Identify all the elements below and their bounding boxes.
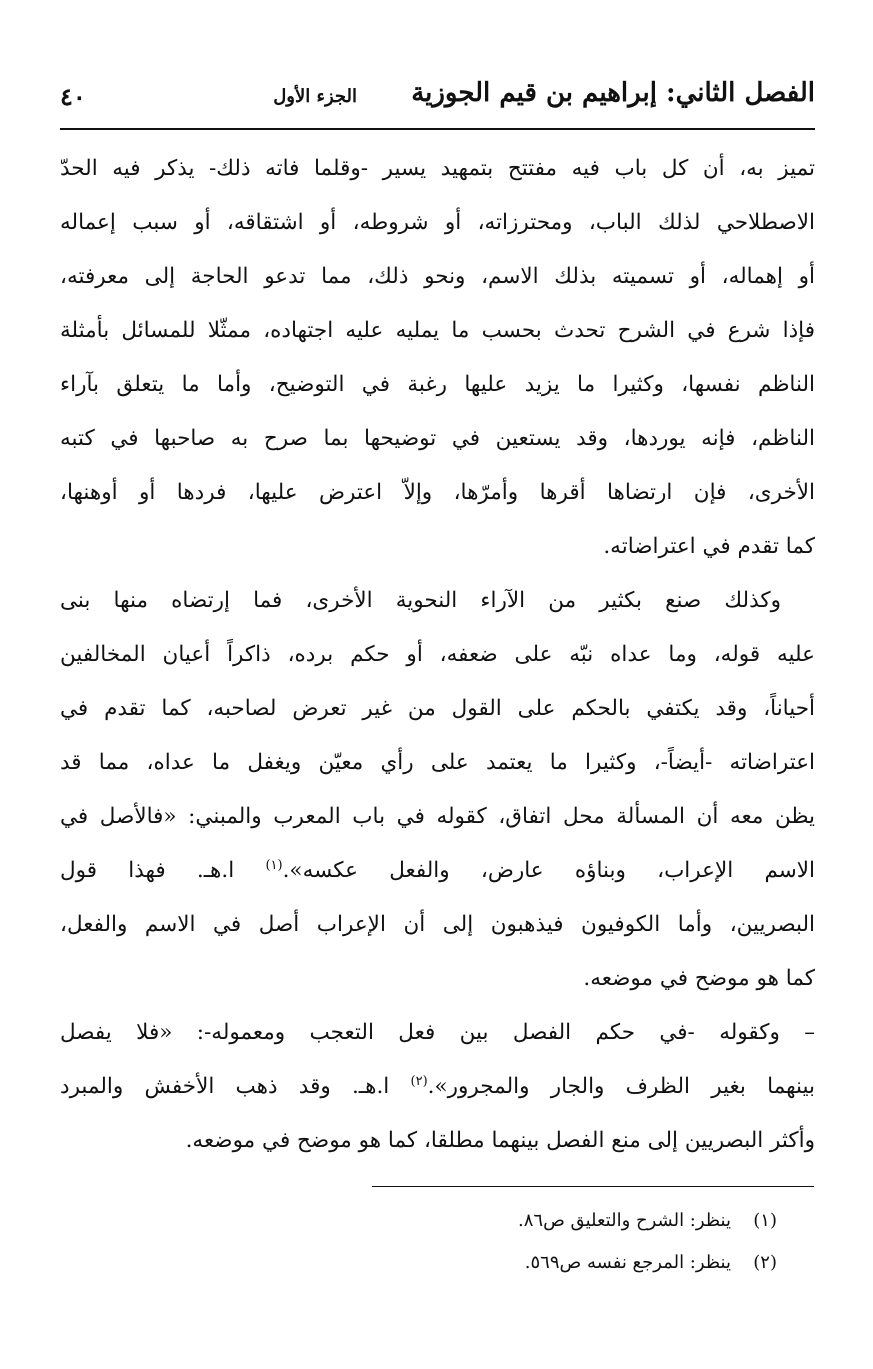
footnotes [60, 1200, 777, 1284]
text-line: عليه قوله، وما عداه نبّه على ضعفه، أو حكم برده، ذاكراً أعيان المخالفين [60, 642, 815, 667]
footnote-ref-1[interactable]: (١) [265, 857, 283, 873]
paragraph-first-line: وكذلك صنع بكثير من الآراء النحوية الأخرى، فما إرتضاه منها بنى [60, 588, 781, 613]
text-line: اعتراضاته -أيضاً-، وكثيرا ما يعتمد على رأي معيّن ويغفل ما عداه، مما قد [60, 750, 815, 775]
text-line-with-footnote-ref [60, 1060, 815, 1114]
footnote-ref-2[interactable]: (٢) [410, 1073, 428, 1089]
footnote-text: ينظر: الشرح والتعليق ص٨٦. [518, 1210, 731, 1231]
text-line: أو إهماله، أو تسميته بذلك الاسم، ونحو ذلك، مما تدعو الحاجة إلى معرفته، [60, 264, 815, 289]
footnote-1 [60, 1200, 777, 1242]
text-line: البصريين، وأما الكوفيون فيذهبون إلى أن الإعراب أصل في الاسم والفعل، [60, 912, 815, 937]
text-line: الأخرى، فإن ارتضاها أقرها وأمرّها، وإلاّ اعترض عليها، فردها أو أوهنها، [60, 480, 815, 505]
text-line: الناظم نفسها، وكثيرا ما يزيد عليها رغبة في التوضيح، وأما ما يتعلق بآراء [60, 372, 815, 397]
text-continuation: ا.هـ. فهذا قول [60, 858, 266, 883]
bullet-line: – وكقوله -في حكم الفصل بين فعل التعجب ومعموله-: «فلا يفصل [60, 1020, 815, 1045]
text-line: الناظم، فإنه يوردها، وقد يستعين في توضيحها بما صرح به صاحبها في كتبه [60, 426, 815, 451]
text-line: تميز به، أن كل باب فيه مفتتح بتمهيد يسير -وقلما فاته ذلك- يذكر فيه الحدّ [60, 156, 815, 181]
quoted-text: بينهما بغير الظرف والجار والمجرور». [427, 1074, 815, 1099]
text-line: الاصطلاحي لذلك الباب، ومحترزاته، أو شروطه، أو اشتقاقه، أو سبب إعماله [60, 210, 815, 235]
text-line: كما هو موضح في موضعه. [583, 966, 815, 991]
part-label: الجزء الأول [273, 86, 357, 107]
footnote-text: ينظر: المرجع نفسه ص٥٦٩. [524, 1252, 731, 1273]
header-divider [60, 128, 815, 130]
text-continuation: ا.هـ. وقد ذهب الأخفش والمبرد [60, 1074, 411, 1099]
page-number: ٤٠ [60, 82, 86, 111]
text-line: كما تقدم في اعتراضاته. [603, 534, 815, 559]
footnote-divider [372, 1186, 814, 1187]
chapter-title: الفصل الثاني: إبراهيم بن قيم الجوزية [411, 78, 815, 108]
running-header [58, 74, 815, 122]
text-line: أحياناً، وقد يكتفي بالحكم على القول من غير تعرض لصاحبه، كما تقدم في [60, 696, 815, 721]
main-text [60, 142, 815, 1168]
footnote-number: (٢) [753, 1252, 777, 1273]
text-line: فإذا شرع في الشرح تحدث بحسب ما يمليه عليه اجتهاده، ممثّلا للمسائل بأمثلة [60, 318, 815, 343]
footnote-number: (١) [753, 1210, 777, 1231]
footnote-2 [60, 1242, 777, 1284]
text-line-with-footnote-ref [60, 844, 815, 898]
text-line: يظن معه أن المسألة محل اتفاق، كقوله في باب المعرب والمبني: «فالأصل في [60, 804, 815, 829]
text-line: وأكثر البصريين إلى منع الفصل بينهما مطلقا، كما هو موضح في موضعه. [185, 1128, 815, 1153]
quoted-text: الاسم الإعراب، وبناؤه عارض، والفعل عكسه». [282, 858, 816, 883]
